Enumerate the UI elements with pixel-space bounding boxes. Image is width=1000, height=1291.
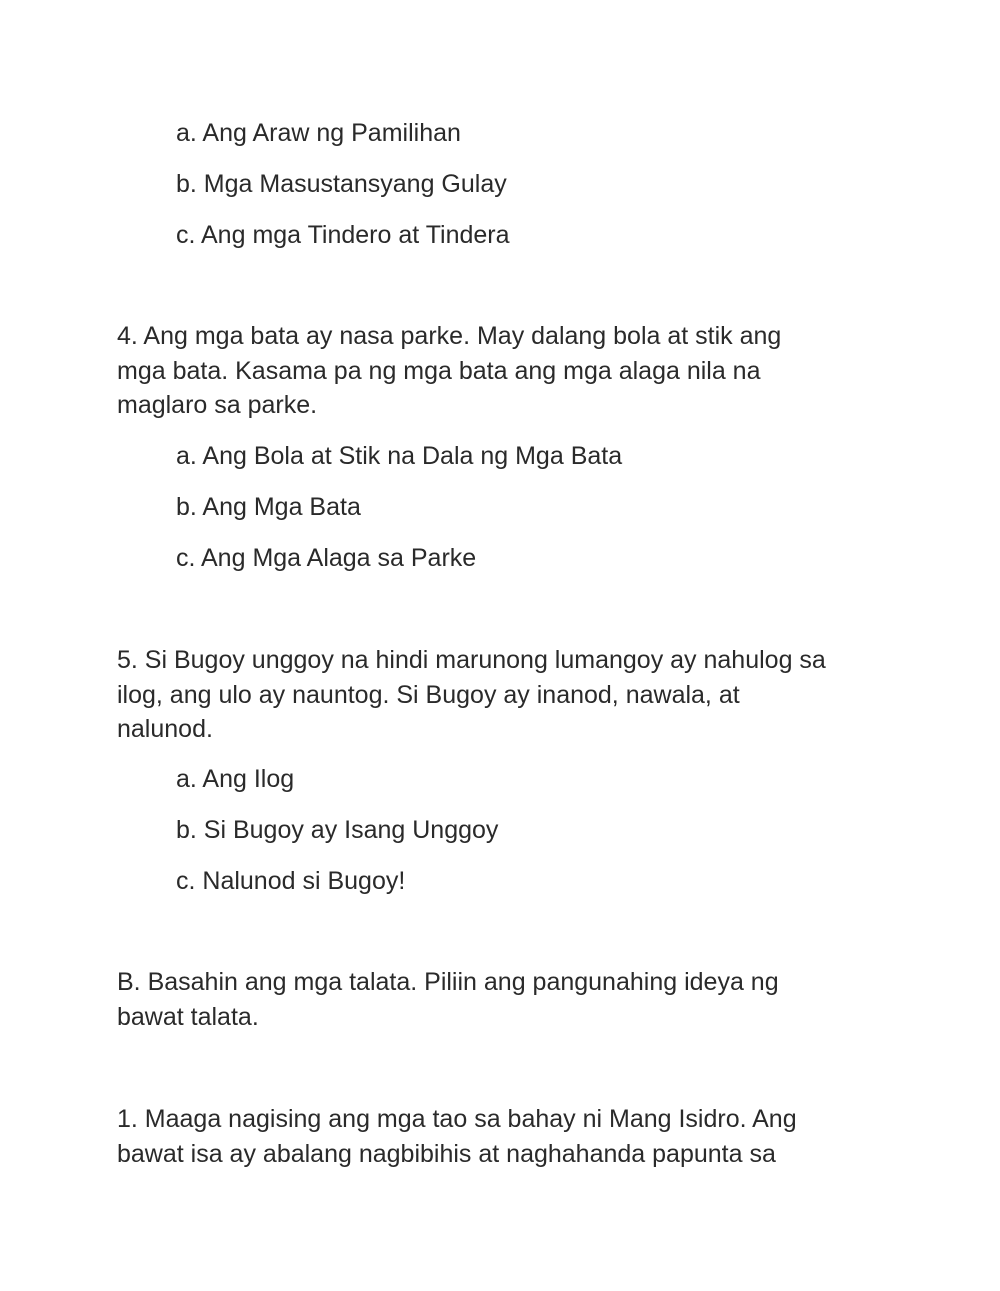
question-line: mga bata. Kasama pa ng mga bata ang mga alaga nila na xyxy=(117,356,761,385)
question-4-text xyxy=(117,319,897,423)
question-line: nalunod. xyxy=(117,715,213,743)
question-line: ilog, ang ulo ay nauntog. Si Bugoy ay inanod, nawala, at xyxy=(117,680,740,709)
option-a: a. Ang Ilog xyxy=(176,765,295,793)
question-line: 4. Ang mga bata ay nasa parke. May dalang bola at stik ang xyxy=(117,322,782,350)
section-b-instructions xyxy=(117,965,897,1034)
option-a: a. Ang Araw ng Pamilihan xyxy=(176,119,461,147)
question-line: 5. Si Bugoy unggoy na hindi marunong lumangoy ay nahulog sa xyxy=(117,646,826,674)
section-b-question-1-text xyxy=(117,1102,897,1171)
question-line: 1. Maaga nagising ang mga tao sa bahay ni Mang Isidro. Ang xyxy=(117,1105,797,1133)
question-5-text xyxy=(117,643,897,747)
option-b: b. Ang Mga Bata xyxy=(176,493,361,521)
question-line: maglaro sa parke. xyxy=(117,391,318,419)
option-a: a. Ang Bola at Stik na Dala ng Mga Bata xyxy=(176,442,623,470)
question-line: bawat isa ay abalang nagbibihis at naghahanda papunta sa xyxy=(117,1139,776,1168)
option-b: b. Si Bugoy ay Isang Unggoy xyxy=(176,816,499,844)
option-c: c. Nalunod si Bugoy! xyxy=(176,867,406,895)
option-c: c. Ang mga Tindero at Tindera xyxy=(176,221,510,249)
option-c: c. Ang Mga Alaga sa Parke xyxy=(176,544,477,572)
instruction-line: B. Basahin ang mga talata. Piliin ang pangunahing ideya ng xyxy=(117,968,779,996)
instruction-line: bawat talata. xyxy=(117,1002,259,1031)
option-b: b. Mga Masustansyang Gulay xyxy=(176,170,507,198)
